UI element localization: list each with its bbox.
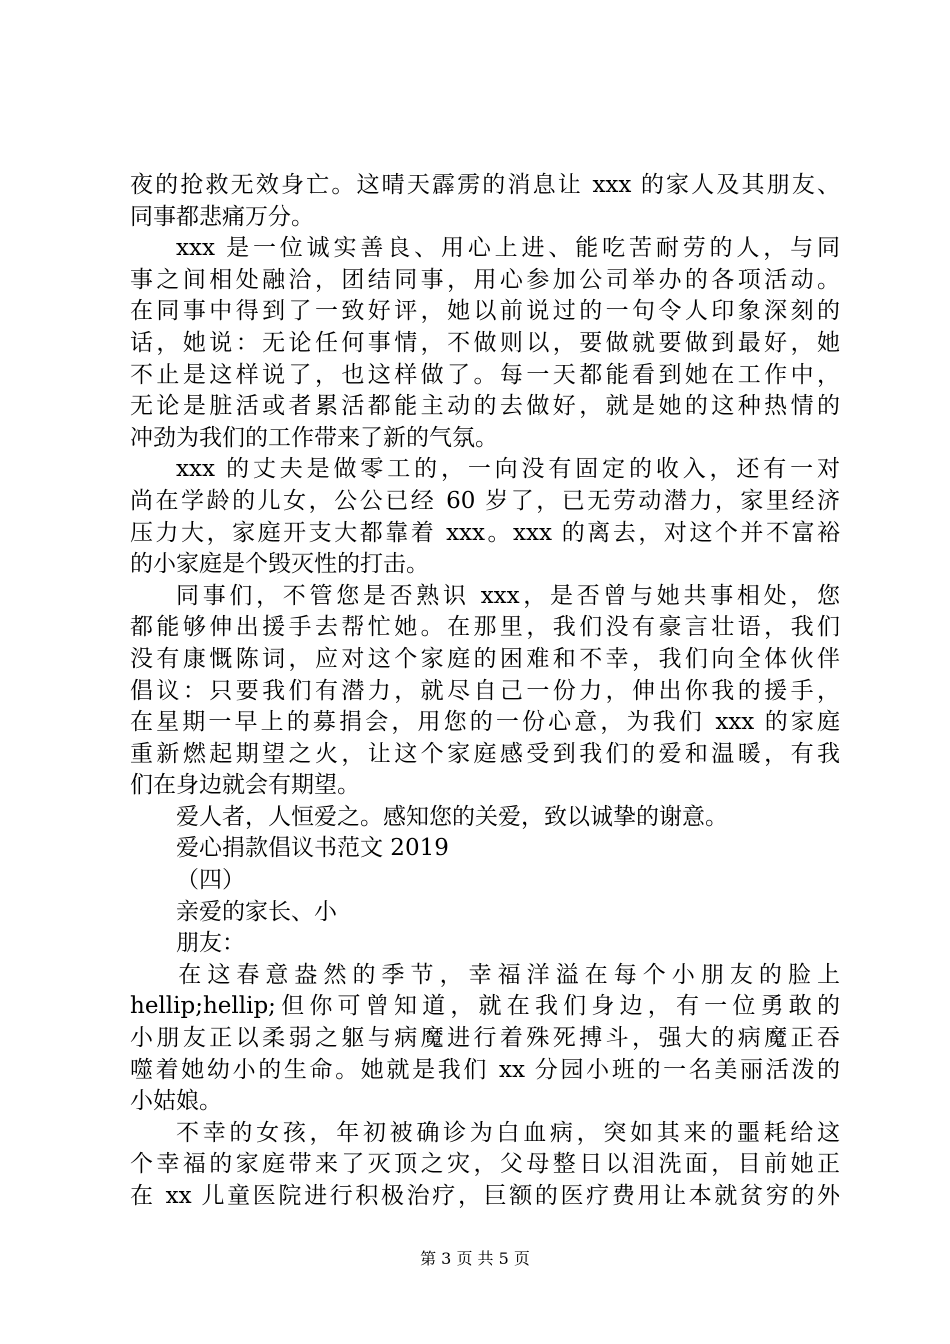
body-text-line: 小姑娘。	[130, 1088, 222, 1115]
body-text-line: 朋友：	[176, 930, 245, 957]
body-text-line: 小朋友正以柔弱之躯与病魔进行着殊死搏斗，强大的病魔正吞	[130, 1025, 840, 1052]
body-text-line: 冲劲为我们的工作带来了新的气氛。	[130, 424, 498, 451]
body-text-line: 无论是脏活或者累活都能主动的去做好，就是她的这种热情的	[130, 393, 840, 420]
body-text-line: 噬着她幼小的生命。她就是我们 xx 分园小班的一名美丽活泼的	[130, 1056, 840, 1083]
body-text-line: 亲爱的家长、小	[176, 898, 337, 925]
body-text-line: 没有康慨陈词，应对这个家庭的困难和不幸，我们向全体伙伴	[130, 645, 840, 672]
body-text-line: 爱人者，人恒爱之。感知您的关爱，致以诚挚的谢意。	[176, 803, 728, 830]
body-text-line: 尚在学龄的儿女，公公已经 60 岁了，已无劳动潜力，家里经济	[130, 487, 840, 514]
body-text-line: 同事都悲痛万分。	[130, 203, 314, 230]
body-text-line: （四）	[176, 867, 245, 894]
body-text-line: 话，她说：无论任何事情，不做则以，要做就要做到最好，她	[130, 329, 840, 356]
body-text-line: 在 xx 儿童医院进行积极治疗，巨额的医疗费用让本就贫穷的外	[130, 1183, 840, 1209]
body-text-line: 个幸福的家庭带来了灭顶之灾，父母整日以泪洗面，目前她正	[130, 1151, 840, 1178]
body-text-line: 不止是这样说了，也这样做了。每一天都能看到她在工作中，	[130, 361, 840, 388]
document-body	[130, 170, 840, 1213]
body-text-line: 爱心捐款倡议书范文 2019	[176, 835, 449, 862]
body-text-line: 的小家庭是个毁灭性的打击。	[130, 551, 429, 578]
body-text-line: xxx 的丈夫是做零工的，一向没有固定的收入，还有一对	[176, 456, 840, 483]
body-text-line: 不幸的女孩，年初被确诊为白血病，突如其来的噩耗给这	[176, 1119, 840, 1146]
body-text-line: 在星期一早上的募捐会，用您的一份心意，为我们 xxx 的家庭	[130, 709, 840, 736]
page-footer: 第 3 页 共 5 页	[420, 1249, 530, 1268]
body-text-line: 夜的抢救无效身亡。这晴天霹雳的消息让 xxx 的家人及其朋友、	[130, 172, 840, 198]
body-text-line: 重新燃起期望之火，让这个家庭感受到我们的爱和温暖，有我	[130, 740, 840, 767]
body-text-line: 都能够伸出援手去帮忙她。在那里，我们没有豪言壮语，我们	[130, 614, 840, 641]
body-text-line: xxx 是一位诚实善良、用心上进、能吃苦耐劳的人，与同	[176, 235, 840, 262]
body-text-line: 在同事中得到了一致好评，她以前说过的一句令人印象深刻的	[130, 298, 840, 325]
body-text-line: 们在身边就会有期望。	[130, 772, 360, 799]
body-text-line: 事之间相处融洽，团结同事，用心参加公司举办的各项活动。	[130, 266, 840, 293]
body-text-line: 在这春意盎然的季节，幸福洋溢在每个小朋友的脸上	[178, 961, 840, 988]
body-text-line: 压力大，家庭开支大都靠着 xxx。xxx 的离去，对这个并不富裕	[130, 519, 840, 546]
body-text-line: 倡议：只要我们有潜力，就尽自己一份力，伸出你我的援手，	[130, 677, 840, 704]
body-text-line: hellip;hellip;但你可曾知道，就在我们身边，有一位勇敢的	[130, 993, 840, 1020]
body-text-line: 同事们，不管您是否熟识 xxx，是否曾与她共事相处，您	[176, 582, 840, 609]
